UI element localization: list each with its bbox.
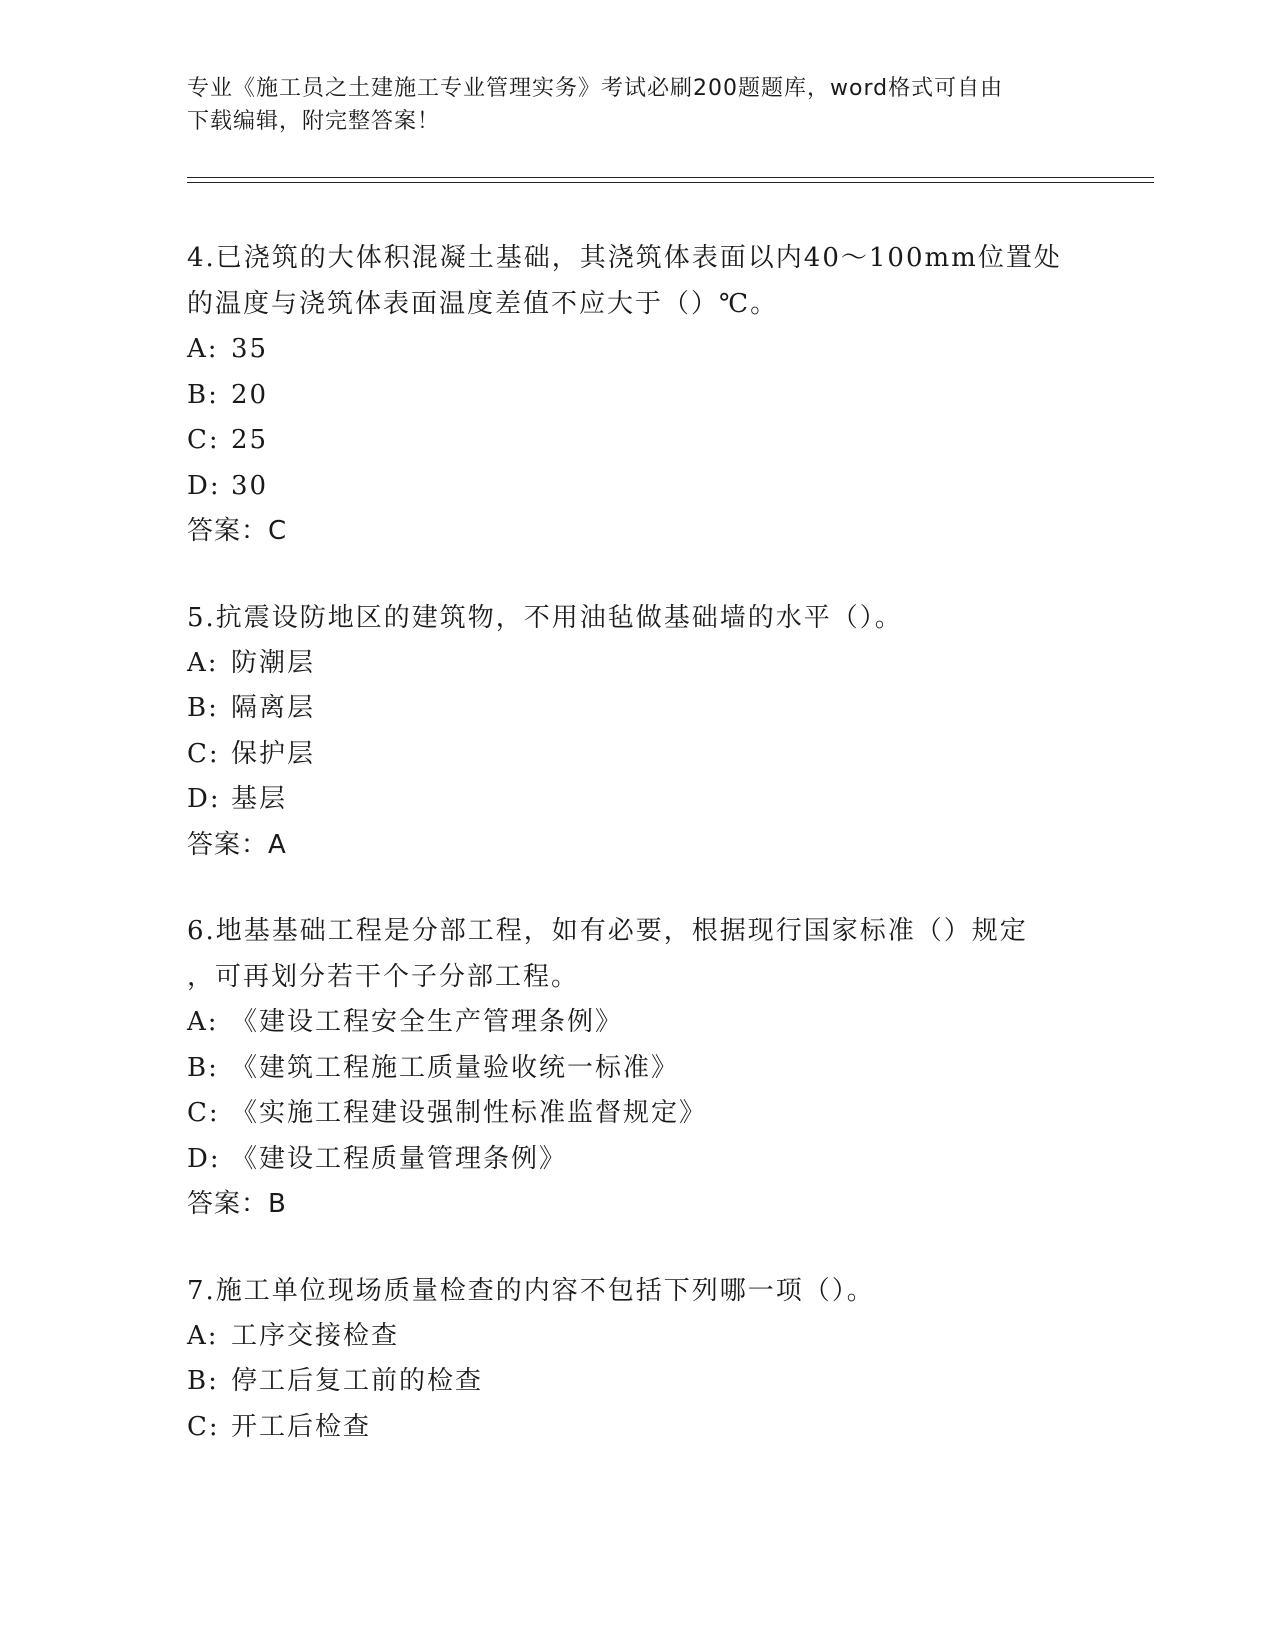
- header-line-1: 专业《施工员之土建施工专业管理实务》考试必刷200题题库，word格式可自由: [187, 76, 1004, 101]
- option-d: [187, 464, 1067, 510]
- option-text: 35: [231, 334, 269, 364]
- option-text: 防潮层: [231, 647, 316, 678]
- option-key: B:: [187, 693, 219, 723]
- option-b: [187, 1359, 1067, 1405]
- question-item: [187, 235, 1067, 555]
- option-text: 《建筑工程施工质量验收统一标准》: [231, 1052, 680, 1083]
- option-text: 工序交接检查: [231, 1320, 400, 1351]
- option-c: [187, 1405, 1067, 1451]
- option-key: A:: [187, 334, 219, 364]
- question-stem-line: 6.地基基础工程是分部工程，如有必要，根据现行国家标准（）规定: [187, 916, 1028, 946]
- header-line-2: 下载编辑，附完整答案！: [187, 109, 441, 134]
- option-text: 保护层: [231, 738, 316, 769]
- option-b: [187, 373, 1067, 419]
- question-stem-line: 5.抗震设防地区的建筑物，不用油毡做基础墙的水平（）。: [187, 602, 903, 633]
- option-key: D:: [187, 1143, 221, 1174]
- option-a: [187, 327, 1067, 373]
- option-key: A:: [187, 1007, 219, 1037]
- option-key: C:: [187, 738, 220, 769]
- option-c: [187, 418, 1067, 464]
- question-stem-line: 7.施工单位现场质量检查的内容不包括下列哪一项（）。: [187, 1275, 875, 1306]
- option-b: [187, 1046, 1067, 1092]
- question-stem-line: 4.已浇筑的大体积混凝土基础，其浇筑体表面以内40～100mm位置处: [187, 243, 1062, 273]
- question-item: [187, 1268, 1067, 1451]
- header-rule-bottom: [187, 182, 1154, 183]
- option-a: [187, 1000, 1067, 1046]
- option-text: 基层: [231, 784, 288, 814]
- option-b: [187, 686, 1067, 732]
- document-header: [187, 72, 1067, 138]
- answer-line: 答案：C: [187, 516, 288, 546]
- option-text: 20: [231, 379, 269, 410]
- option-c: [187, 732, 1067, 778]
- option-text: 开工后检查: [231, 1411, 372, 1442]
- option-key: A:: [187, 647, 219, 678]
- option-d: [187, 777, 1067, 823]
- option-key: C:: [187, 425, 220, 455]
- option-text: 隔离层: [231, 693, 316, 723]
- option-a: [187, 1314, 1067, 1360]
- option-text: 《建设工程质量管理条例》: [231, 1143, 568, 1174]
- option-text: 停工后复工前的检查: [231, 1366, 484, 1396]
- question-stem-line: 的温度与浇筑体表面温度差值不应大于（）℃。: [187, 289, 779, 319]
- question-stem-line: ，可再划分若干个子分部工程。: [187, 962, 580, 992]
- option-key: D:: [187, 784, 221, 814]
- option-key: B:: [187, 379, 219, 410]
- option-a: [187, 641, 1067, 687]
- option-text: 30: [231, 470, 269, 501]
- option-text: 《建设工程安全生产管理条例》: [231, 1007, 624, 1037]
- question-item: [187, 908, 1067, 1228]
- option-text: 《实施工程建设强制性标准监督规定》: [231, 1098, 708, 1128]
- option-key: B:: [187, 1366, 219, 1396]
- option-key: B:: [187, 1052, 219, 1083]
- option-key: D:: [187, 470, 221, 501]
- option-d: [187, 1137, 1067, 1183]
- question-list: [187, 235, 1067, 1490]
- option-key: A:: [187, 1320, 219, 1351]
- answer-line: 答案：A: [187, 829, 287, 860]
- answer-line: 答案：B: [187, 1189, 287, 1219]
- option-key: C:: [187, 1411, 220, 1442]
- header-rule-top: [187, 177, 1154, 178]
- option-c: [187, 1091, 1067, 1137]
- question-item: [187, 595, 1067, 869]
- option-text: 25: [231, 425, 269, 455]
- option-key: C:: [187, 1098, 220, 1128]
